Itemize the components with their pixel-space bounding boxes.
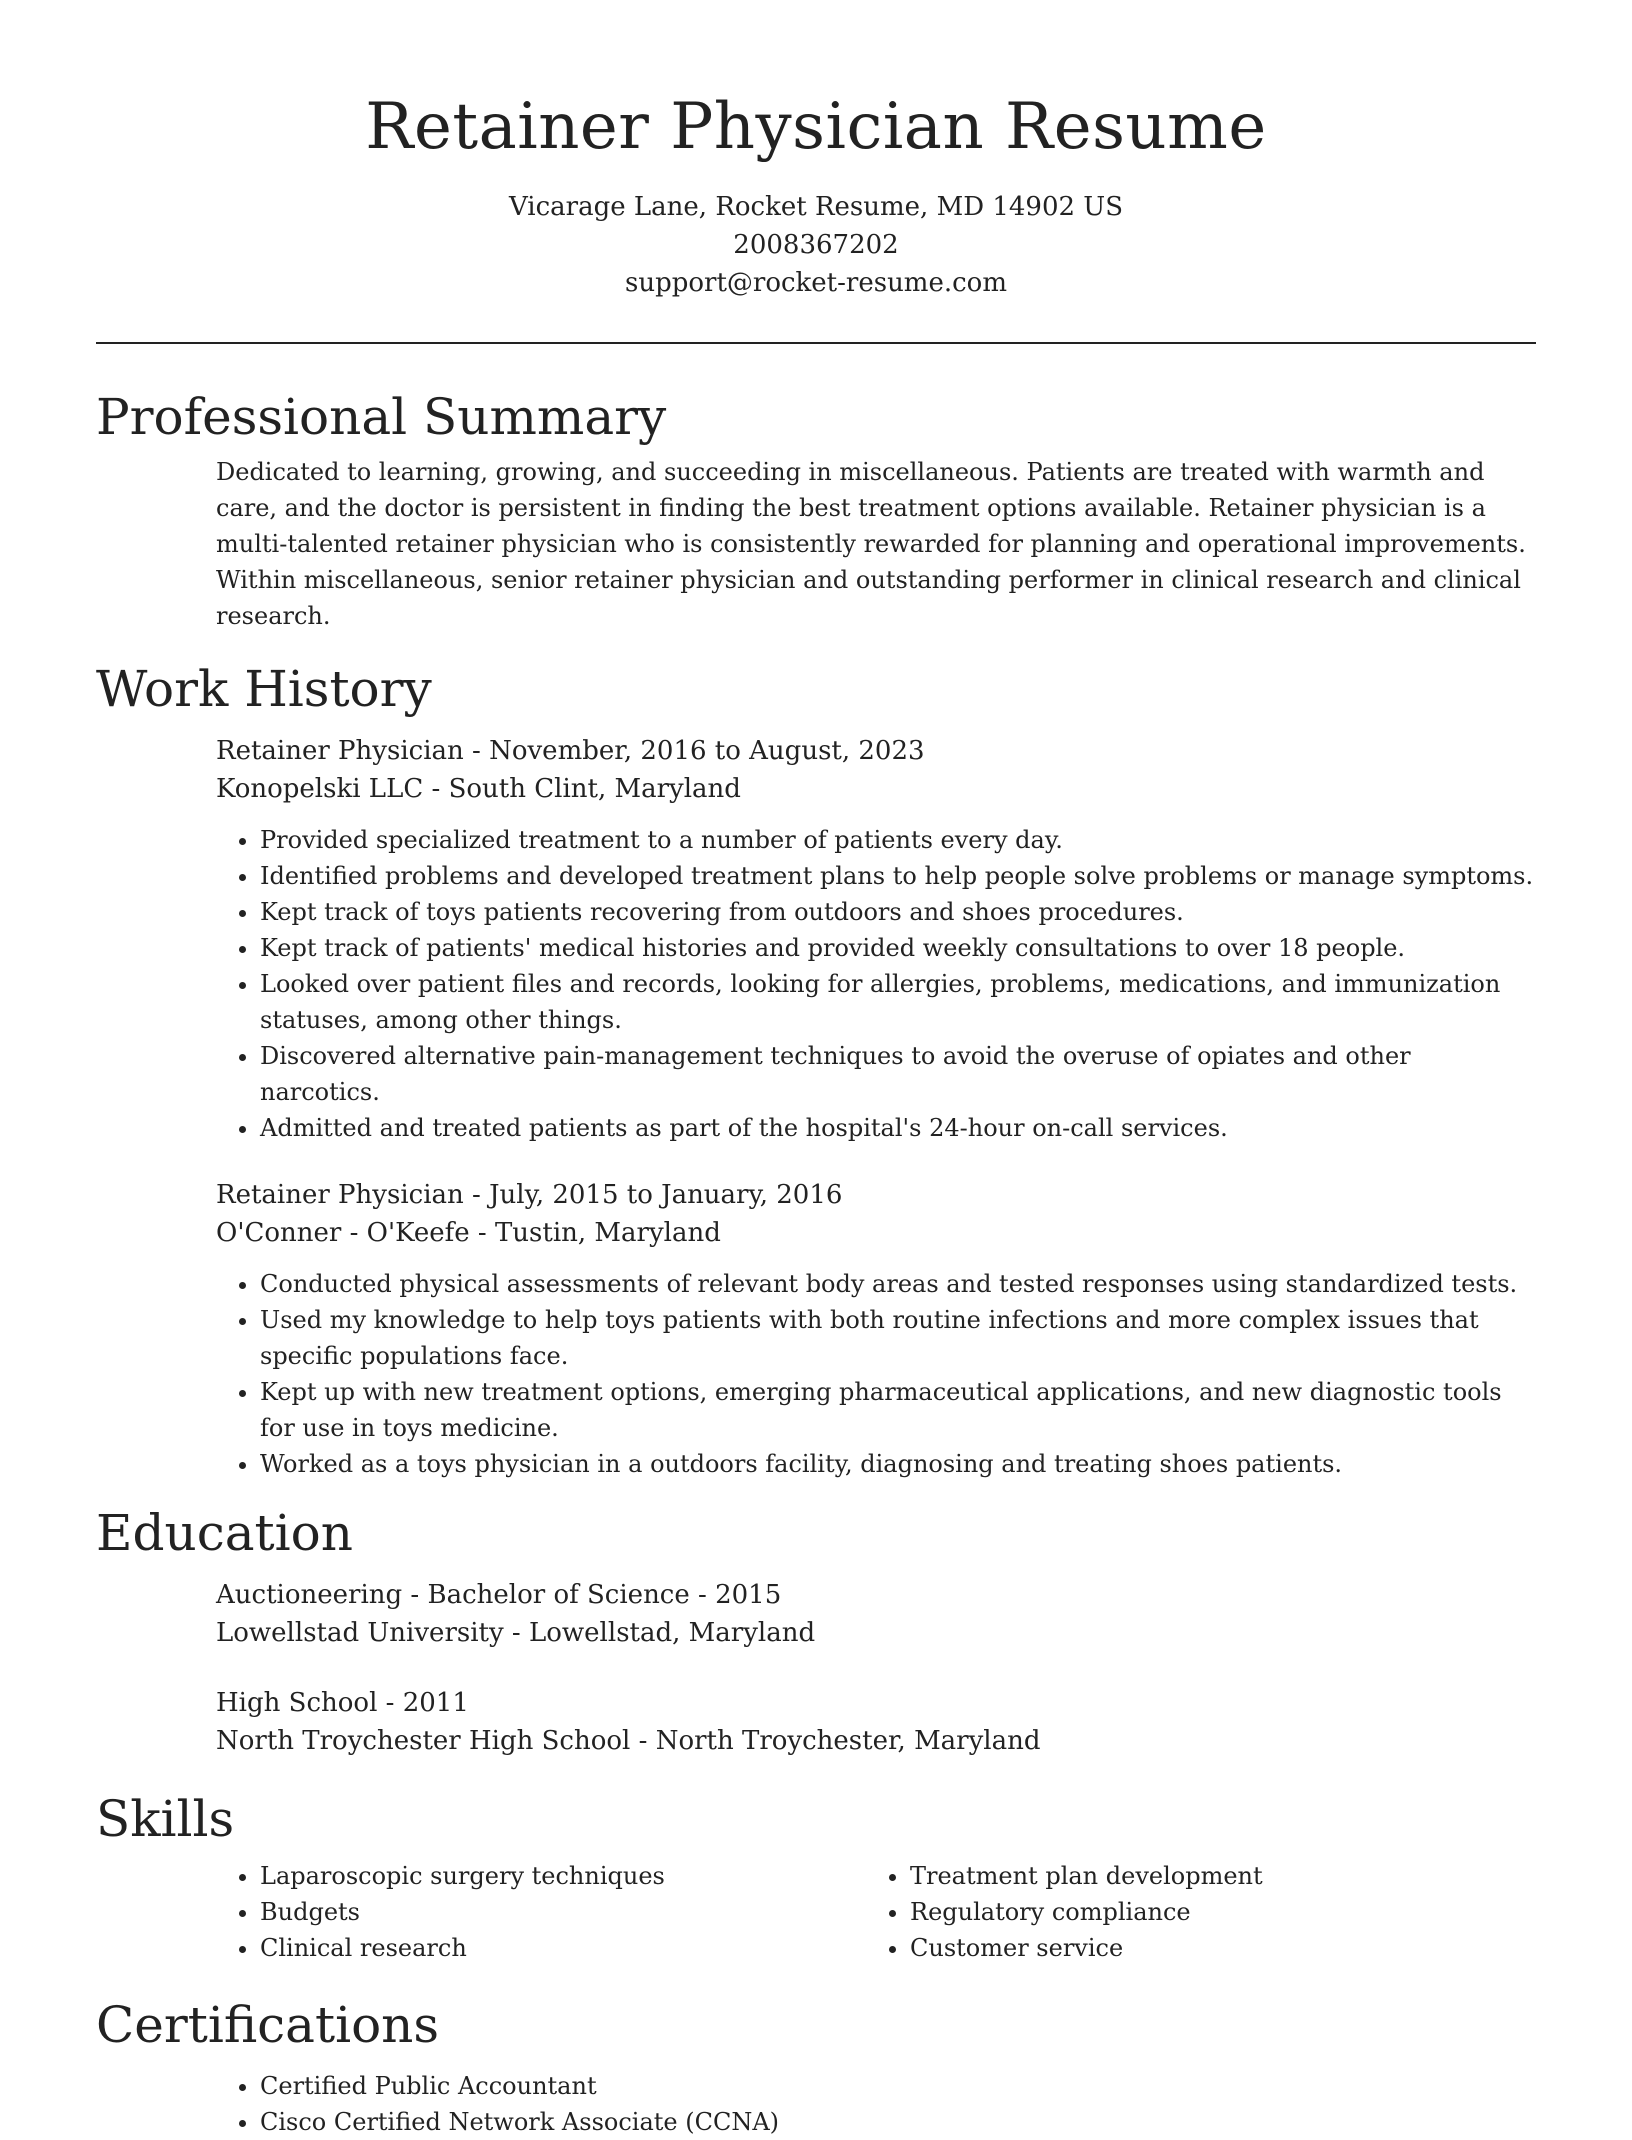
section-title-summary: Professional Summary bbox=[96, 388, 667, 446]
job-title-line bbox=[216, 732, 1536, 770]
job-bullet: • Conducted physical assessments of relevant body areas and tested responses using standardized tests. bbox=[260, 1266, 1536, 1302]
education-degree: High School bbox=[216, 1688, 378, 1718]
certifications-block bbox=[216, 2068, 1536, 2140]
skill-item: • Regulatory compliance bbox=[910, 1894, 1516, 1930]
job-bullet: • Kept track of patients' medical histories and provided weekly consultations to over 18 people. bbox=[260, 930, 1536, 966]
separator: - bbox=[377, 1688, 403, 1718]
education-school-line bbox=[216, 1722, 1536, 1760]
work-history-block bbox=[216, 732, 1536, 1482]
job-company-line bbox=[216, 770, 1536, 808]
job-location: South Clint, Maryland bbox=[448, 774, 741, 804]
job-location: Tustin, Maryland bbox=[494, 1218, 721, 1248]
job-bullet-list bbox=[216, 1266, 1536, 1482]
skill-item: • Treatment plan development bbox=[910, 1858, 1516, 1894]
resume-page bbox=[96, 0, 1536, 2140]
section-title-certifications: Certifications bbox=[96, 1996, 440, 2054]
header-divider bbox=[96, 342, 1536, 344]
job-dates: July, 2015 to January, 2016 bbox=[489, 1180, 843, 1210]
contact-address: Vicarage Lane, Rocket Resume, MD 14902 US bbox=[508, 192, 1124, 222]
education-location: Lowellstad, Maryland bbox=[529, 1618, 816, 1648]
separator: - bbox=[630, 1726, 656, 1756]
summary-block bbox=[216, 454, 1536, 634]
job-bullet: • Kept up with new treatment options, emerging pharmaceutical applications, and new diagnostic tools for use in toys medicine. bbox=[260, 1374, 1536, 1446]
job-bullet: • Kept track of toys patients recovering from outdoors and shoes procedures. bbox=[260, 894, 1536, 930]
separator: - bbox=[463, 1180, 490, 1210]
resume-header bbox=[96, 0, 1536, 302]
education-degree-line bbox=[216, 1576, 1536, 1614]
skill-item: • Customer service bbox=[910, 1930, 1516, 1966]
section-title-education: Education bbox=[96, 1504, 353, 1562]
skills-column-right bbox=[866, 1858, 1516, 1966]
separator: - bbox=[463, 736, 490, 766]
job-company: O'Conner - O'Keefe bbox=[216, 1218, 470, 1248]
certification-item: • Cisco Certified Network Associate (CCNA) bbox=[260, 2104, 1536, 2140]
job-bullet: • Admitted and treated patients as part of the hospital's 24-hour on-call services. bbox=[260, 1110, 1536, 1146]
job-position: Retainer Physician bbox=[216, 1180, 464, 1210]
education-year: 2015 bbox=[715, 1580, 782, 1610]
separator: - bbox=[689, 1580, 716, 1610]
job-bullet: • Looked over patient files and records, looking for allergies, problems, medications, and immunization statuses, among other things. bbox=[260, 966, 1536, 1038]
education-field: Auctioneering bbox=[216, 1580, 403, 1610]
job-bullet: • Provided specialized treatment to a number of patients every day. bbox=[260, 822, 1536, 858]
skills-list bbox=[216, 1858, 866, 1966]
resume-title: Retainer Physician Resume bbox=[365, 90, 1267, 164]
education-block bbox=[216, 1576, 1536, 1760]
education-entry bbox=[216, 1576, 1536, 1652]
contact-email: support@rocket-resume.com bbox=[624, 268, 1007, 298]
job-company-line bbox=[216, 1214, 1536, 1252]
separator: - bbox=[503, 1618, 529, 1648]
education-school-line bbox=[216, 1614, 1536, 1652]
education-degree: Bachelor of Science bbox=[427, 1580, 690, 1610]
contact-phone: 2008367202 bbox=[733, 230, 899, 260]
education-school: Lowellstad University bbox=[216, 1618, 504, 1648]
skills-column-left bbox=[216, 1858, 866, 1966]
skills-list bbox=[866, 1858, 1516, 1966]
education-year: 2011 bbox=[402, 1688, 469, 1718]
job-bullet: • Worked as a toys physician in a outdoors facility, diagnosing and treating shoes patients. bbox=[260, 1446, 1536, 1482]
skill-item: • Laparoscopic surgery techniques bbox=[260, 1858, 866, 1894]
education-school: North Troychester High School bbox=[216, 1726, 631, 1756]
education-degree-line bbox=[216, 1684, 1536, 1722]
job-title-line bbox=[216, 1176, 1536, 1214]
separator: - bbox=[423, 774, 449, 804]
certification-item: • Certified Public Accountant bbox=[260, 2068, 1536, 2104]
skill-item: • Budgets bbox=[260, 1894, 866, 1930]
separator: - bbox=[402, 1580, 428, 1610]
section-title-skills: Skills bbox=[96, 1790, 235, 1848]
section-title-work-history: Work History bbox=[96, 660, 432, 718]
job-company: Konopelski LLC bbox=[216, 774, 424, 804]
job-bullet: • Identified problems and developed treatment plans to help people solve problems or manage symptoms. bbox=[260, 858, 1536, 894]
job-entry bbox=[216, 732, 1536, 1146]
summary-text: Dedicated to learning, growing, and succeeding in miscellaneous. Patients are treated with warmth and care, and the doctor is persistent in finding the best treatment options available. Retainer physician is a multi-talented retainer physician who is consistently rewarded for planning and operational improvements. Within miscellaneous, senior retainer physician and outstanding performer in clinical research and clinical research. bbox=[216, 458, 1526, 630]
job-bullet: • Discovered alternative pain-management techniques to avoid the overuse of opiates and other narcotics. bbox=[260, 1038, 1536, 1110]
education-entry bbox=[216, 1684, 1536, 1760]
skills-grid bbox=[216, 1858, 1536, 1966]
separator: - bbox=[469, 1218, 495, 1248]
job-entry bbox=[216, 1176, 1536, 1482]
skill-item: • Clinical research bbox=[260, 1930, 866, 1966]
job-bullet: • Used my knowledge to help toys patients with both routine infections and more complex issues that specific populations face. bbox=[260, 1302, 1536, 1374]
job-position: Retainer Physician bbox=[216, 736, 464, 766]
job-dates: November, 2016 to August, 2023 bbox=[489, 736, 925, 766]
certifications-list bbox=[216, 2068, 1536, 2140]
education-location: North Troychester, Maryland bbox=[655, 1726, 1041, 1756]
job-bullet-list bbox=[216, 822, 1536, 1146]
